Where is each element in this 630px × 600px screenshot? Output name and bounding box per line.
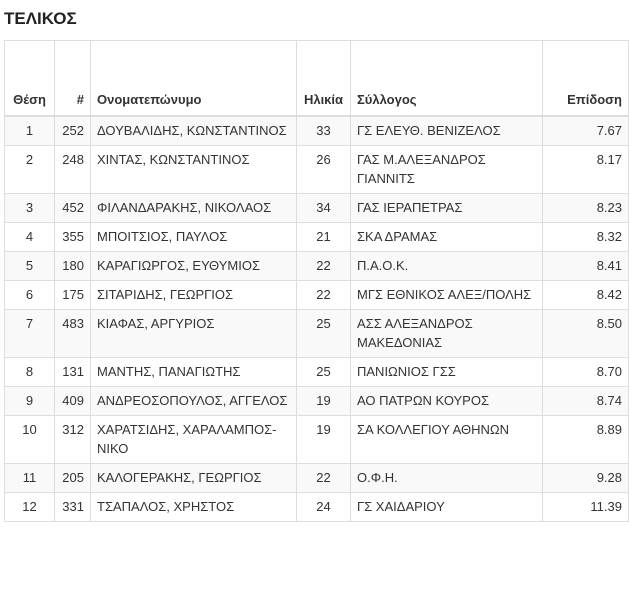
table-row [5,358,629,387]
cell-club: ΓΣ ΧΑΙΔΑΡΙΟΥ [351,493,543,522]
cell-club: Ο.Φ.Η. [351,464,543,493]
cell-age: 24 [297,493,351,522]
cell-name: ΧΙΝΤΑΣ, ΚΩΝΣΤΑΝΤΙΝΟΣ [91,146,297,194]
cell-performance: 8.23 [543,194,629,223]
cell-age: 25 [297,358,351,387]
cell-position: 1 [5,116,55,146]
table-row [5,310,629,358]
cell-number: 180 [55,252,91,281]
cell-age: 34 [297,194,351,223]
cell-number: 312 [55,416,91,464]
cell-age: 25 [297,310,351,358]
cell-position: 6 [5,281,55,310]
cell-performance: 7.67 [543,116,629,146]
cell-name: ΧΑΡΑΤΣΙΔΗΣ, ΧΑΡΑΛΑΜΠΟΣ-ΝΙΚΟ [91,416,297,464]
cell-position: 10 [5,416,55,464]
cell-age: 19 [297,387,351,416]
cell-position: 4 [5,223,55,252]
cell-number: 205 [55,464,91,493]
header-club: Σύλλογος [351,41,543,117]
cell-number: 248 [55,146,91,194]
cell-name: ΔΟΥΒΑΛΙΔΗΣ, ΚΩΝΣΤΑΝΤΙΝΟΣ [91,116,297,146]
header-name: Ονοματεπώνυμο [91,41,297,117]
cell-name: ΑΝΔΡΕΟΣΟΠΟΥΛΟΣ, ΑΓΓΕΛΟΣ [91,387,297,416]
cell-age: 22 [297,281,351,310]
cell-name: ΦΙΛΑΝΔΑΡΑΚΗΣ, ΝΙΚΟΛΑΟΣ [91,194,297,223]
cell-name: ΜΑΝΤΗΣ, ΠΑΝΑΓΙΩΤΗΣ [91,358,297,387]
cell-name: ΚΑΡΑΓΙΩΡΓΟΣ, ΕΥΘΥΜΙΟΣ [91,252,297,281]
cell-club: ΑΟ ΠΑΤΡΩΝ ΚΟΥΡΟΣ [351,387,543,416]
cell-position: 5 [5,252,55,281]
cell-performance: 11.39 [543,493,629,522]
cell-age: 26 [297,146,351,194]
table-row [5,252,629,281]
cell-club: ΓΑΣ ΙΕΡΑΠΕΤΡΑΣ [351,194,543,223]
cell-club: ΓΣ ΕΛΕΥΘ. ΒΕΝΙΖΕΛΟΣ [351,116,543,146]
cell-position: 2 [5,146,55,194]
header-number: # [55,41,91,117]
cell-club: Π.Α.Ο.Κ. [351,252,543,281]
table-row [5,116,629,146]
cell-name: ΜΠΟΙΤΣΙΟΣ, ΠΑΥΛΟΣ [91,223,297,252]
cell-performance: 8.42 [543,281,629,310]
table-header-row [5,41,629,117]
cell-performance: 9.28 [543,464,629,493]
table-row [5,194,629,223]
table-row [5,281,629,310]
cell-position: 3 [5,194,55,223]
header-age: Ηλικία [297,41,351,117]
table-row [5,493,629,522]
cell-performance: 8.32 [543,223,629,252]
cell-age: 33 [297,116,351,146]
cell-age: 22 [297,252,351,281]
cell-club: ΣΚΑ ΔΡΑΜΑΣ [351,223,543,252]
cell-name: ΣΙΤΑΡΙΔΗΣ, ΓΕΩΡΓΙΟΣ [91,281,297,310]
cell-number: 131 [55,358,91,387]
cell-age: 21 [297,223,351,252]
cell-performance: 8.74 [543,387,629,416]
header-position: Θέση [5,41,55,117]
cell-number: 175 [55,281,91,310]
results-table [4,40,629,522]
cell-performance: 8.17 [543,146,629,194]
cell-club: ΣΑ ΚΟΛΛΕΓΙΟΥ ΑΘΗΝΩΝ [351,416,543,464]
cell-number: 355 [55,223,91,252]
cell-performance: 8.89 [543,416,629,464]
cell-position: 12 [5,493,55,522]
table-row [5,416,629,464]
cell-club: ΜΓΣ ΕΘΝΙΚΟΣ ΑΛΕΞ/ΠΟΛΗΣ [351,281,543,310]
cell-number: 452 [55,194,91,223]
cell-age: 22 [297,464,351,493]
header-performance: Επίδοση [543,41,629,117]
cell-position: 11 [5,464,55,493]
cell-performance: 8.50 [543,310,629,358]
table-row [5,146,629,194]
cell-number: 483 [55,310,91,358]
cell-position: 9 [5,387,55,416]
cell-name: ΤΣΑΠΑΛΟΣ, ΧΡΗΣΤΟΣ [91,493,297,522]
cell-position: 7 [5,310,55,358]
table-row [5,387,629,416]
table-row [5,464,629,493]
cell-club: ΑΣΣ ΑΛΕΞΑΝΔΡΟΣ ΜΑΚΕΔΟΝΙΑΣ [351,310,543,358]
cell-number: 331 [55,493,91,522]
cell-club: ΠΑΝΙΩΝΙΟΣ ΓΣΣ [351,358,543,387]
cell-performance: 8.41 [543,252,629,281]
table-row [5,223,629,252]
cell-performance: 8.70 [543,358,629,387]
cell-name: ΚΙΑΦΑΣ, ΑΡΓΥΡΙΟΣ [91,310,297,358]
page-title: ΤΕΛΙΚΟΣ [4,9,77,28]
cell-club: ΓΑΣ Μ.ΑΛΕΞΑΝΔΡΟΣ ΓΙΑΝΝΙΤΣ [351,146,543,194]
cell-name: ΚΑΛΟΓΕΡΑΚΗΣ, ΓΕΩΡΓΙΟΣ [91,464,297,493]
cell-position: 8 [5,358,55,387]
cell-number: 409 [55,387,91,416]
cell-number: 252 [55,116,91,146]
cell-age: 19 [297,416,351,464]
